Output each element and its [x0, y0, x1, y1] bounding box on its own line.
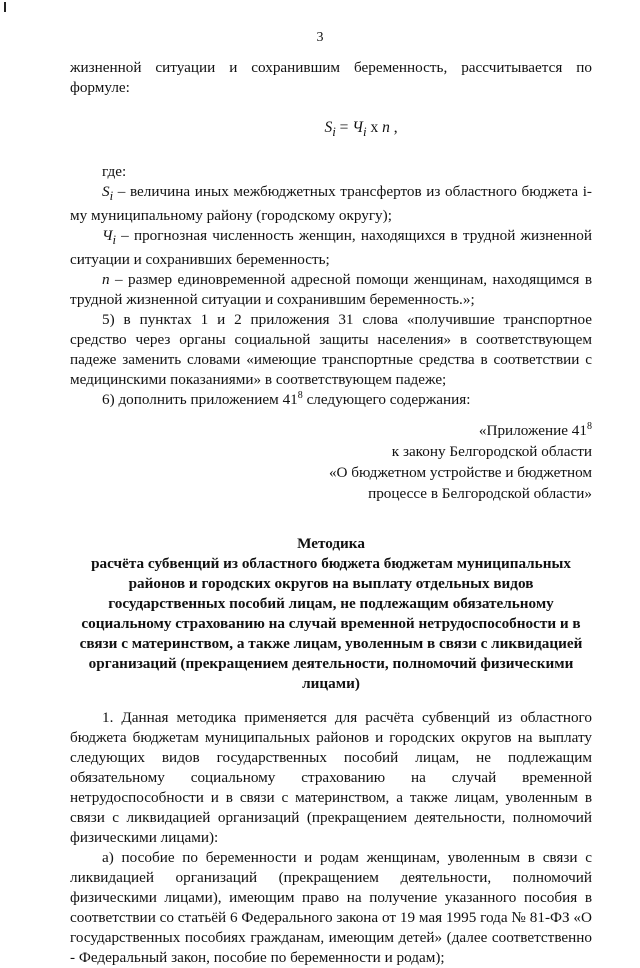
def-ch-symbol: Ч [102, 227, 113, 245]
item-6-before: 6) дополнить приложением 41 [102, 391, 298, 409]
formula-eq: = [335, 119, 353, 136]
definition-n [70, 270, 592, 310]
appendix-line-3: «О бюджетном устройстве и бюджетном [328, 464, 592, 482]
definition-s [70, 182, 592, 226]
definition-ch [70, 226, 592, 270]
page-number: 3 [316, 30, 324, 45]
def-s-symbol: S [102, 183, 110, 201]
methodology-subtitle: расчёта субвенций из областного бюджета бюджетам муниципальных районов и городских округов на выплату отдельных видов государственных пособий лицам, не подлежащим обязательному социальному страхованию на случай временной нетрудоспособности и в связи с материнством, а также лицам, уволенным в связи с ликвидацией организаций (прекращением деятельности, полномочий физическими лицами) [79, 555, 583, 693]
item-6-sup: 8 [297, 390, 303, 402]
document-body [70, 58, 592, 968]
formula-lhs-sub: i [332, 124, 336, 140]
def-ch-text: – прогнозная численность женщин, находящихся в трудной жизненной ситуации и сохранивших беременность; [70, 227, 592, 269]
appendix-header [70, 420, 592, 504]
appendix-line-1-sup: 8 [587, 421, 592, 433]
item-6 [70, 390, 592, 410]
where-label: где: [102, 163, 127, 181]
formula-lhs: S [324, 119, 333, 136]
appendix-line-4: процессе в Белгородской области» [368, 485, 592, 503]
def-n-symbol: n [102, 271, 110, 289]
intro-paragraph: жизненной ситуации и сохранившим беременность, рассчитывается по формуле: [70, 59, 592, 96]
formula-rhs2: n [382, 119, 390, 136]
item-6-after: следующего содержания: [302, 391, 471, 409]
formula [70, 118, 592, 142]
formula-end: , [389, 119, 398, 136]
formula-rhs1: Ч [352, 119, 363, 136]
appendix-line-2: к закону Белгородской области [391, 443, 592, 461]
def-s-text: – величина иных межбюджетных трансфертов из областного бюджета i-му муниципальному району (городскому округу); [70, 183, 592, 225]
formula-rhs1-sub: i [362, 124, 367, 140]
clause-1a: а) пособие по беременности и родам женщинам, уволенным в связи с ликвидацией организаций (прекращением деятельности, полномочий физическими лицами), имеющим право на получение указанного пособия в соответствии со статьёй 6 Федерального закона от 19 мая 1995 года № 81-ФЗ «О государственных пособиях гражданам, имеющим детей» (далее соответственно - Федеральный закон, пособие по беременности и родам); [70, 849, 592, 967]
def-s-sub: i [109, 189, 114, 204]
clause-1: 1. Данная методика применяется для расчёта субвенций из областного бюджета бюджетам муниципальных районов и городских округов на выплату следующих видов государственных пособий лицам, не подлежащим обязательному социальному страхованию на случай временной нетрудоспособности и в связи с материнством, а также лицам, уволенным в связи с ликвидацией организаций (прекращением деятельности, полномочий физическими лицами): [70, 709, 592, 847]
methodology-title: Методика [297, 535, 365, 553]
appendix-line-1 [70, 420, 592, 441]
def-ch-sub: i [112, 233, 116, 248]
def-n-text: – размер единовременной адресной помощи женщинам, находящимся в трудной жизненной ситуации и сохранившим беременность.»; [70, 271, 592, 309]
margin-mark [4, 2, 6, 12]
formula-times: х [366, 119, 383, 136]
appendix-line-1-text: «Приложение 41 [478, 422, 587, 440]
item-5: 5) в пунктах 1 и 2 приложения 31 слова «получившие транспортное средство через органы социальной защиты населения» в соответствующем падеже заменить словами «имеющие транспортные средства в соответствии с медицинскими показаниями» в соответствующем падеже; [70, 311, 592, 389]
